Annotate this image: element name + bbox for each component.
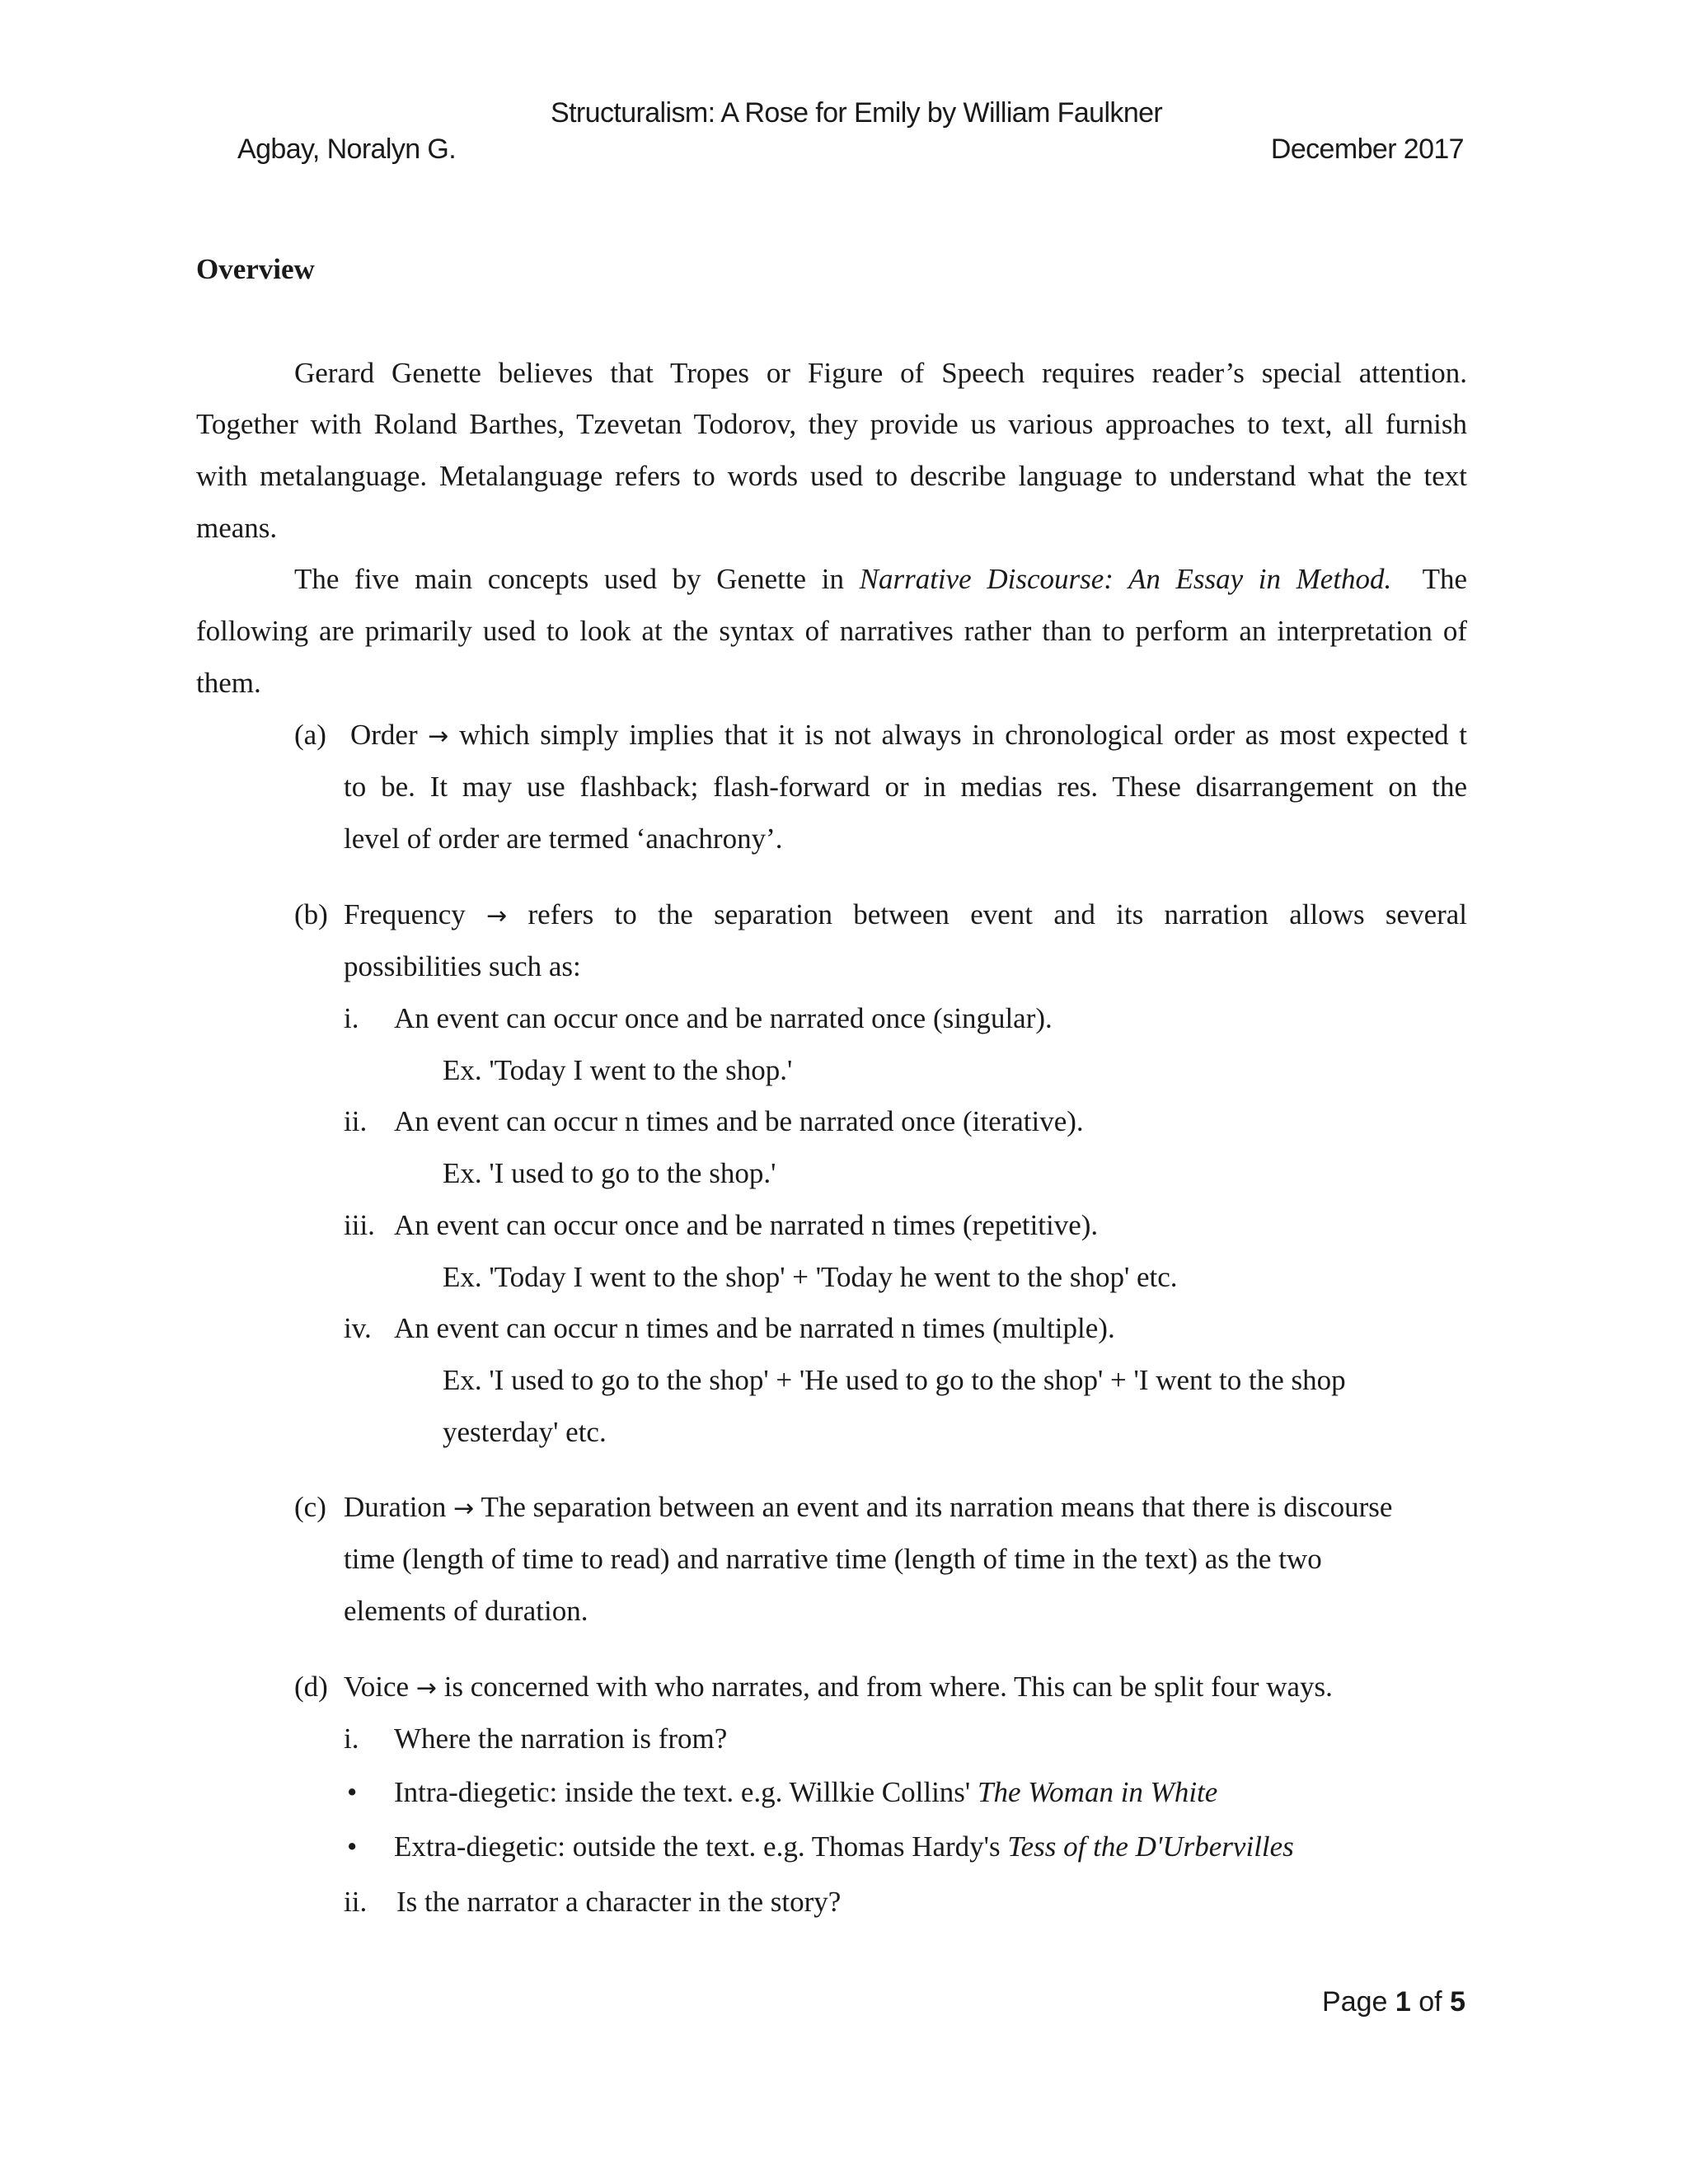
intro-line-4: means. [196, 512, 278, 544]
intro-line-3: with metalanguage. Metalanguage refers to words used to describe language to understand what the text [196, 462, 1467, 492]
arrow-icon: → [428, 722, 449, 751]
item-b-line-1 [344, 900, 1467, 933]
concepts-line-1 [294, 565, 1467, 598]
bullet-icon: • [347, 1776, 358, 1808]
item-a-line-2: to be. It may use flashback; flash-forward or in medias res. These disarrangement on the [344, 772, 1467, 803]
item-a-line-1-rest: which simply implies that it is not always in chronological order as most expected t [459, 720, 1467, 751]
concepts-line-1-suffix: The [1422, 565, 1467, 595]
item-d-sub-1-text: Where the narration is from? [394, 1722, 728, 1755]
item-b-sub-2-example: Ex. 'I used to go to the shop.' [443, 1157, 776, 1189]
item-c-line-3: elements of duration. [344, 1595, 588, 1627]
bullet-icon: • [347, 1830, 358, 1863]
item-b-sub-4-marker: iv. [344, 1312, 372, 1344]
item-c-marker: (c) [294, 1491, 326, 1523]
item-d-bullet-2-title: Tess of the D'Urbervilles [1007, 1830, 1294, 1863]
item-c-term: Duration [344, 1491, 447, 1523]
item-d-bullet-1 [394, 1778, 1217, 1807]
item-c-line-1 [344, 1493, 1392, 1521]
item-b-line-2: possibilities such as: [344, 950, 581, 982]
document-date: December 2017 [1270, 134, 1464, 165]
page-number [1322, 1988, 1465, 2016]
arrow-icon: → [486, 902, 508, 930]
page-word: Page [1322, 1986, 1388, 2018]
book-title: Narrative Discourse: An Essay in Method. [859, 565, 1392, 595]
item-b-sub-3-marker: iii. [344, 1209, 375, 1241]
item-d-line-1 [344, 1672, 1333, 1701]
intro-line-2: Together with Roland Barthes, Tzevetan Todorov, they provide us various approaches to text, all furnish [196, 410, 1467, 440]
arrow-icon: → [415, 1674, 437, 1703]
item-b-sub-4-example-line-1: Ex. 'I used to go to the shop' + 'He used to go to the shop' + 'I went to the shop [443, 1364, 1346, 1396]
item-d-bullet-1-title: The Woman in White [977, 1776, 1218, 1808]
item-b-line-1-rest: refers to the separation between event and its narration allows several [528, 900, 1467, 930]
item-b-sub-2-marker: ii. [344, 1105, 368, 1137]
item-b-sub-2-text: An event can occur n times and be narrated once (iterative). [394, 1105, 1084, 1137]
total-pages: 5 [1450, 1986, 1465, 2018]
concepts-line-2: following are primarily used to look at the syntax of narratives rather than to perform an interpretation of [196, 616, 1467, 647]
item-a-line-3: level of order are termed ‘anachrony’. [344, 823, 783, 855]
item-d-sub-2-marker: ii. [344, 1886, 368, 1918]
item-b-sub-1-text: An event can occur once and be narrated once (singular). [394, 1002, 1053, 1034]
item-b-sub-4-text: An event can occur n times and be narrated n times (multiple). [394, 1312, 1115, 1344]
item-b-marker: (b) [294, 898, 328, 930]
item-b-sub-3-example: Ex. 'Today I went to the shop' + 'Today he went to the shop' etc. [443, 1261, 1178, 1293]
item-d-sub-1-marker: i. [344, 1722, 359, 1755]
item-b-sub-3-text: An event can occur once and be narrated n times (repetitive). [394, 1209, 1099, 1241]
item-c-line-2: time (length of time to read) and narrative time (length of time in the text) as the two [344, 1543, 1322, 1575]
item-b-sub-1-marker: i. [344, 1002, 359, 1034]
item-d-term: Voice [344, 1671, 410, 1703]
of-word: of [1418, 1986, 1442, 2018]
item-a-term: Order [350, 720, 418, 751]
item-d-line-1-rest: is concerned with who narrates, and from where. This can be split four ways. [443, 1671, 1333, 1703]
item-d-bullet-1-prefix: Intra-diegetic: inside the text. e.g. Willkie Collins' [394, 1776, 978, 1808]
arrow-icon: → [453, 1494, 475, 1523]
item-d-bullet-2-prefix: Extra-diegetic: outside the text. e.g. Thomas Hardy's [394, 1830, 1008, 1863]
item-a-line-1 [350, 720, 1467, 753]
intro-line-1: Gerard Genette believes that Tropes or Figure of Speech requires reader’s special attention. [294, 359, 1467, 389]
concepts-line-1-prefix: The five main concepts used by Genette in [294, 565, 860, 595]
item-d-marker: (d) [294, 1671, 328, 1703]
item-c-line-1-rest: The separation between an event and its narration means that there is discourse [481, 1491, 1393, 1523]
item-a-marker: (a) [294, 719, 326, 751]
item-d-bullet-2 [394, 1832, 1294, 1861]
item-d-sub-2-text: Is the narrator a character in the story? [396, 1886, 842, 1918]
item-b-term: Frequency [344, 900, 466, 930]
item-b-sub-4-example-line-2: yesterday' etc. [443, 1416, 607, 1448]
document-title: Structuralism: A Rose for Emily by William Faulkner [551, 97, 1163, 129]
current-page: 1 [1395, 1986, 1411, 2018]
concepts-line-3: them. [196, 667, 261, 699]
author-name: Agbay, Noralyn G. [237, 134, 457, 165]
section-heading: Overview [196, 253, 315, 285]
item-b-sub-1-example: Ex. 'Today I went to the shop.' [443, 1054, 793, 1086]
